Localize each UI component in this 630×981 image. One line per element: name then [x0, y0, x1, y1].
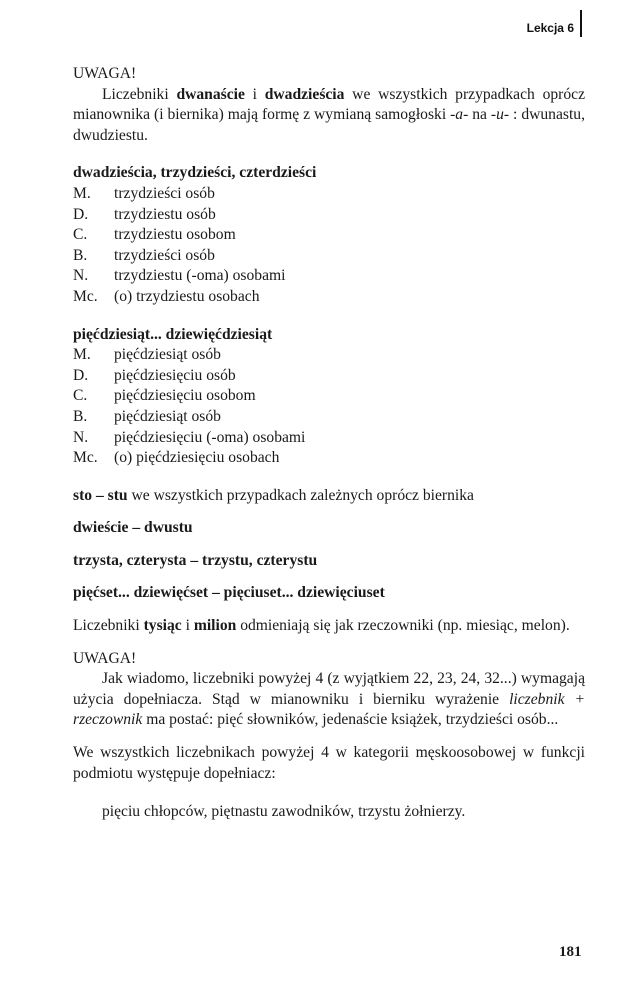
case-form: pięćdziesiąt osób — [114, 346, 221, 364]
page-number: 181 — [559, 944, 582, 960]
declension-row — [73, 184, 585, 205]
text-run: na — [468, 106, 491, 124]
case-form: trzydziestu (-oma) osobami — [114, 267, 286, 285]
note-block-2 — [73, 649, 585, 731]
header-rule — [580, 10, 582, 37]
case-label: Mc. — [73, 449, 98, 467]
note-title: UWAGA! — [73, 649, 137, 667]
case-label: C. — [73, 226, 88, 244]
case-label: B. — [73, 246, 88, 264]
text-run: i — [244, 85, 265, 103]
case-label: M. — [73, 346, 91, 364]
case-form: pięćdziesięciu (-oma) osobami — [114, 428, 306, 446]
declension-heading: dwadzieścia, trzydzieści, czterdzieści — [73, 164, 317, 182]
case-label: M. — [73, 184, 91, 202]
case-form: trzydzieści osób — [114, 184, 215, 202]
italic-term: -a- — [450, 106, 469, 124]
note-paragraph — [73, 85, 585, 147]
note-block-1 — [73, 64, 585, 146]
trzysta-rule: trzysta, czterysta – trzystu, czterystu — [73, 551, 318, 569]
declension-heading: pięćdziesiąt... dziewięćdziesiąt — [73, 325, 273, 343]
case-form: (o) pięćdziesięciu osobach — [114, 449, 280, 467]
declension-row — [73, 266, 585, 287]
declension-row — [73, 366, 585, 387]
bold-term: sto – stu — [73, 486, 128, 504]
running-header-label: Lekcja 6 — [526, 21, 574, 35]
italic-term: -u- — [490, 106, 510, 124]
declension-row — [73, 225, 585, 246]
case-label: Mc. — [73, 287, 98, 305]
piecset-rule: pięćset... dziewięćset – pięciuset... dziewięciuset — [73, 584, 385, 602]
declension-row — [73, 287, 585, 308]
declension-row — [73, 345, 585, 366]
page-content — [73, 64, 585, 823]
text-run: ma postać: pięć słowników, jedenaście książek, trzydzieści osób... — [142, 711, 559, 729]
dwiescie-rule: dwieście – dwustu — [73, 519, 193, 537]
example-sentence: pięciu chłopców, piętnastu zawodników, trzystu żołnierzy. — [102, 803, 466, 821]
bold-term: tysiąc — [143, 617, 182, 635]
genitive-rule: We wszystkich liczebnikach powyżej 4 w kategorii męskoosobowej w funkcji podmiotu występuje dopełniacz: — [73, 744, 585, 782]
declension-table-2 — [73, 325, 585, 469]
italic-term: liczebnik + rzeczownik — [73, 690, 585, 729]
declension-row — [73, 205, 585, 226]
text-run: i — [181, 617, 194, 635]
declension-row — [73, 448, 585, 469]
declension-row — [73, 246, 585, 267]
case-label: D. — [73, 205, 89, 223]
declension-row — [73, 386, 585, 407]
text-run: Jak wiadomo, liczebniki powyżej 4 (z wyjątkiem 22, 23, 24, 32...) wymagają użycia dopełniacza. Stąd w mianowniku i bierniku wyrażenie — [73, 670, 585, 708]
case-label: N. — [73, 267, 89, 285]
declension-row — [73, 428, 585, 449]
sto-rule — [73, 486, 585, 507]
declension-row — [73, 407, 585, 428]
text-run: Liczebniki — [102, 85, 177, 103]
case-label: D. — [73, 366, 89, 384]
case-form: pięćdziesięciu osobom — [114, 387, 256, 405]
case-form: trzydzieści osób — [114, 246, 215, 264]
case-form: trzydziestu osób — [114, 205, 216, 223]
case-form: (o) trzydziestu osobach — [114, 287, 260, 305]
text-run: Liczebniki — [73, 617, 144, 635]
case-form: pięćdziesięciu osób — [114, 366, 236, 384]
bold-term: dwadzieścia — [264, 85, 345, 103]
text-run: odmieniają się jak rzeczowniki (np. miesiąc, melon). — [236, 617, 570, 635]
case-label: C. — [73, 387, 88, 405]
text-run: we wszystkich przypadkach oprócz mianownika (i biernika) mają formę z wymianą samogłoski — [73, 85, 585, 124]
tysiac-rule — [73, 616, 585, 637]
declension-table-1 — [73, 163, 585, 307]
case-form: trzydziestu osobom — [114, 226, 236, 244]
note-title: UWAGA! — [73, 65, 137, 82]
case-form: pięćdziesiąt osób — [114, 407, 221, 425]
bold-term: dwanaście — [176, 85, 245, 103]
note-paragraph — [73, 669, 585, 731]
bold-term: milion — [193, 617, 237, 635]
case-label: N. — [73, 428, 89, 446]
text-run: : dwunastu, dwudziestu. — [73, 106, 585, 144]
case-label: B. — [73, 407, 88, 425]
text-run: we wszystkich przypadkach zależnych oprócz biernika — [127, 486, 474, 504]
